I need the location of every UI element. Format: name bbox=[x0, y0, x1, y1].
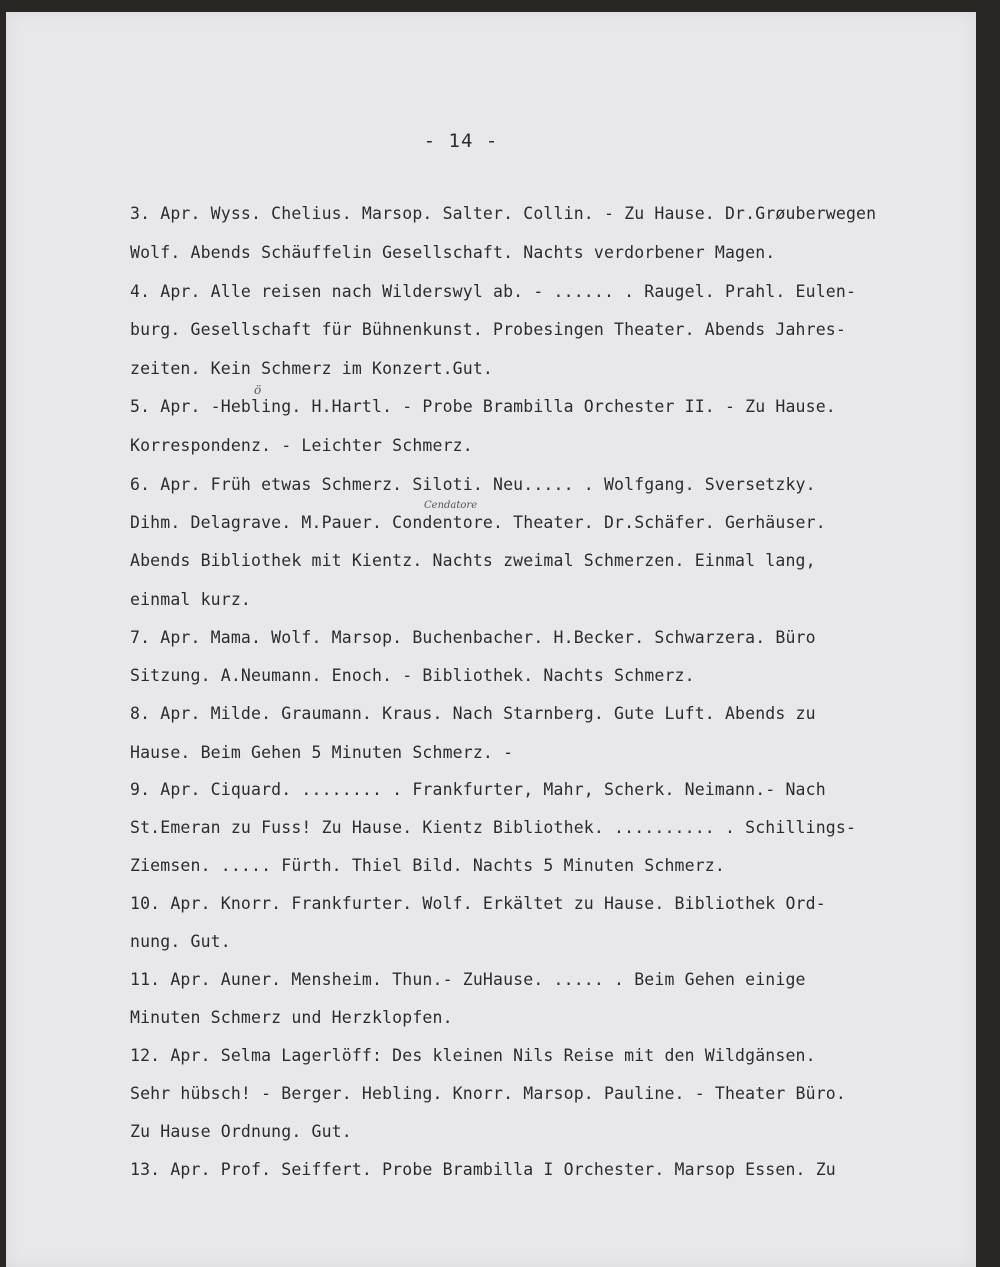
text-line: Dihm. Delagrave. M.Pauer. Condentore. Theater. Dr.Schäfer. Gerhäuser. bbox=[130, 513, 826, 532]
text-line: nung. Gut. bbox=[130, 932, 231, 951]
text-line: 12. Apr. Selma Lagerlöff: Des kleinen Nils Reise mit den Wildgänsen. bbox=[130, 1046, 816, 1065]
text-line: 7. Apr. Mama. Wolf. Marsop. Buchenbacher. H.Becker. Schwarzera. Büro bbox=[130, 628, 816, 647]
handwritten-annotation: ö bbox=[254, 383, 262, 397]
document-page bbox=[6, 12, 976, 1267]
text-line: Zu Hause Ordnung. Gut. bbox=[130, 1122, 352, 1141]
text-line: 10. Apr. Knorr. Frankfurter. Wolf. Erkältet zu Hause. Bibliothek Ord- bbox=[130, 894, 826, 913]
text-line: Sitzung. A.Neumann. Enoch. - Bibliothek. Nachts Schmerz. bbox=[130, 666, 695, 685]
text-line: Sehr hübsch! - Berger. Hebling. Knorr. Marsop. Pauline. - Theater Büro. bbox=[130, 1084, 846, 1103]
text-line: 3. Apr. Wyss. Chelius. Marsop. Salter. Collin. - Zu Hause. Dr.Grøuberwegen bbox=[130, 204, 877, 223]
text-line: Ziemsen. ..... Fürth. Thiel Bild. Nachts 5 Minuten Schmerz. bbox=[130, 856, 725, 875]
text-line: burg. Gesellschaft für Bühnenkunst. Probesingen Theater. Abends Jahres- bbox=[130, 320, 846, 339]
text-line: 11. Apr. Auner. Mensheim. Thun.- ZuHause. ..... . Beim Gehen einige bbox=[130, 970, 806, 989]
text-line: Hause. Beim Gehen 5 Minuten Schmerz. - bbox=[130, 743, 514, 762]
text-line: einmal kurz. bbox=[130, 590, 252, 609]
text-line: 4. Apr. Alle reisen nach Wilderswyl ab. - ...... . Raugel. Prahl. Eulen- bbox=[130, 282, 857, 301]
text-line: Minuten Schmerz und Herzklopfen. bbox=[130, 1008, 453, 1027]
text-line: Abends Bibliothek mit Kientz. Nachts zweimal Schmerzen. Einmal lang, bbox=[130, 551, 816, 570]
text-line: 5. Apr. -Hebling. H.Hartl. - Probe Brambilla Orchester II. - Zu Hause. bbox=[130, 397, 836, 416]
text-line: St.Emeran zu Fuss! Zu Hause. Kientz Bibliothek. .......... . Schillings- bbox=[130, 818, 857, 837]
handwritten-annotation: Cendatore bbox=[424, 500, 478, 511]
text-line: 6. Apr. Früh etwas Schmerz. Siloti. Neu..... . Wolfgang. Sversetzky. bbox=[130, 475, 816, 494]
text-line: 9. Apr. Ciquard. ........ . Frankfurter, Mahr, Scherk. Neimann.- Nach bbox=[130, 780, 826, 799]
text-line: Wolf. Abends Schäuffelin Gesellschaft. Nachts verdorbener Magen. bbox=[130, 243, 776, 262]
text-line: 8. Apr. Milde. Graumann. Kraus. Nach Starnberg. Gute Luft. Abends zu bbox=[130, 704, 816, 723]
text-line: Korrespondenz. - Leichter Schmerz. bbox=[130, 436, 473, 455]
text-line: zeiten. Kein Schmerz im Konzert.Gut. bbox=[130, 359, 494, 378]
text-line: 13. Apr. Prof. Seiffert. Probe Brambilla I Orchester. Marsop Essen. Zu bbox=[130, 1160, 836, 1179]
page-number: - 14 - bbox=[423, 130, 499, 152]
